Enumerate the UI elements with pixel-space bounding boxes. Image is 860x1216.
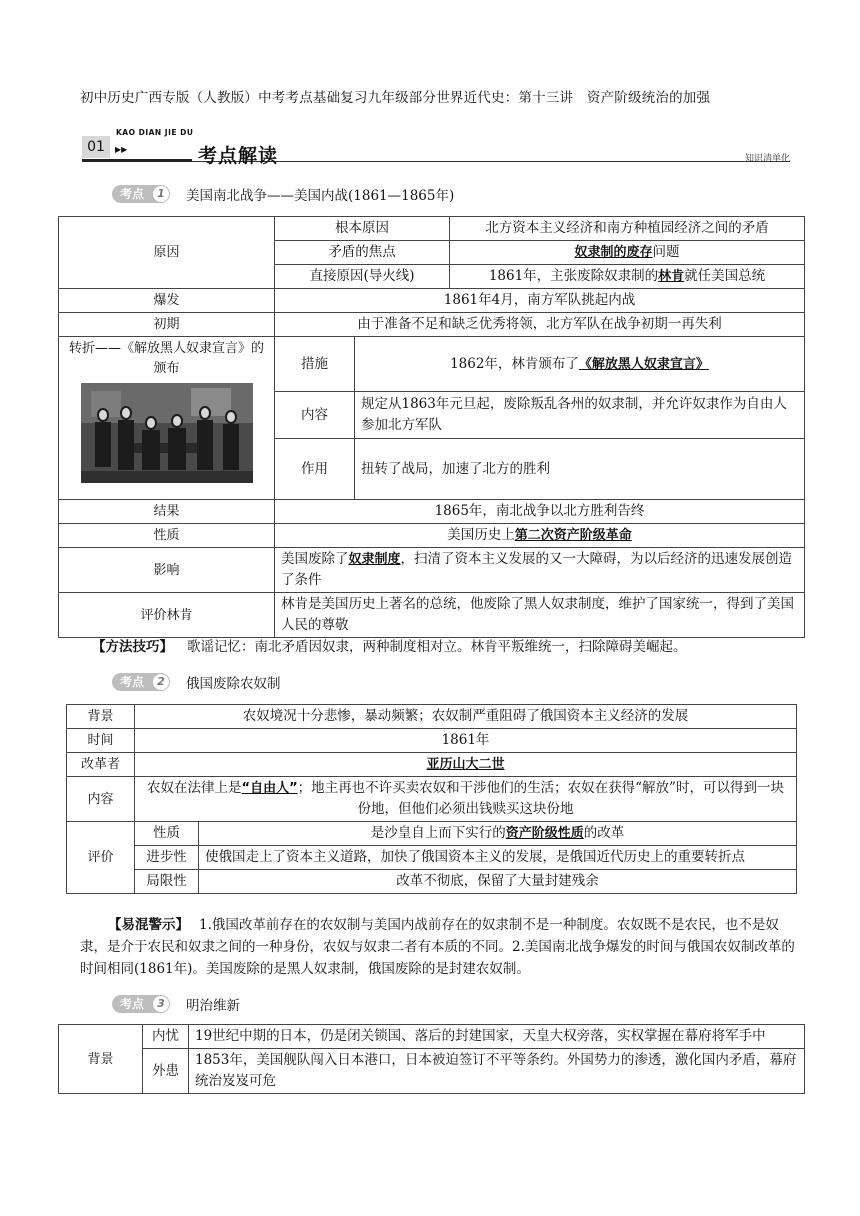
- impact-value-head: 美国废除了: [281, 551, 349, 567]
- kaodian-2-heading: [112, 672, 281, 692]
- row-label-early: 初期: [59, 313, 275, 337]
- nature-value-head: 美国历史上: [447, 527, 515, 543]
- cause-key: 根本原因: [275, 217, 450, 241]
- background-key: 内忧: [143, 1025, 189, 1049]
- section-title: 考点解读: [198, 145, 279, 167]
- turning-value: 规定从1863年元旦起，废除叛乱各州的奴隶制，并允许奴隶作为自由人参加北方军队: [355, 392, 805, 439]
- result-value: 1865年，南北战争以北方胜利告终: [275, 500, 805, 524]
- background-value: 农奴境况十分悲惨，暴动频繁；农奴制严重阻碍了俄国资本主义经济的发展: [135, 705, 797, 729]
- turning-value: [355, 337, 805, 392]
- cause-value: [450, 265, 805, 289]
- table-row: [59, 289, 805, 313]
- kaodian-badge: [112, 185, 170, 203]
- evaluation-key: 性质: [135, 822, 199, 846]
- impact-value: [275, 548, 805, 593]
- key-term: 林肯: [658, 269, 685, 284]
- kaodian-badge-number: 3: [153, 996, 169, 1012]
- kaodian-2-title: 俄国废除农奴制: [186, 676, 281, 692]
- kaodian-badge: [112, 995, 170, 1013]
- key-term: 《解放黑人奴隶宣言》: [578, 356, 709, 372]
- section-note: 知识清单化: [744, 154, 790, 164]
- method-tip-text: 歌谣记忆：南北矛盾因奴隶，两种制度相对立。林肯平叛维统一，扫除障碍美崛起。: [187, 639, 687, 655]
- turning-key: 内容: [275, 392, 355, 439]
- emancipation-painting-image: [81, 383, 253, 483]
- table-row: [59, 1049, 805, 1094]
- meiji-restoration-table: [58, 1024, 805, 1094]
- cause-value: [450, 241, 805, 265]
- cause-value: 北方资本主义经济和南方种植园经济之间的矛盾: [450, 217, 805, 241]
- key-term: 奴隶制度: [348, 552, 401, 567]
- serf-reform-table: [66, 704, 797, 894]
- cause-key: 直接原因(导火线): [275, 265, 450, 289]
- table-row: [59, 217, 805, 241]
- kaodian-badge-number: 2: [153, 674, 169, 690]
- row-label-result: 结果: [59, 500, 275, 524]
- cause-value-tail: 问题: [652, 244, 680, 260]
- content-value-head: 农奴在法律上是: [147, 780, 242, 796]
- double-arrow-icon: ▶▶: [115, 145, 128, 154]
- cause-key: 矛盾的焦点: [275, 241, 450, 265]
- outbreak-value: 1861年4月，南方军队挑起内战: [275, 289, 805, 313]
- key-term: 资产阶级性质: [505, 826, 584, 841]
- row-label-time: 时间: [67, 729, 135, 753]
- section-thin-rule: [192, 161, 790, 162]
- reformer-value: [135, 753, 797, 777]
- evaluation-value: 林肯是美国历史上著名的总统，他废除了黑人奴隶制度，维护了国家统一，得到了美国人民的尊敬: [275, 593, 805, 638]
- cause-value-tail: 就任美国总统: [684, 268, 766, 284]
- table-row: [67, 729, 797, 753]
- turning-key: 措施: [275, 337, 355, 392]
- evaluation-key: 进步性: [135, 846, 199, 870]
- section-thick-rule: [82, 159, 192, 162]
- table-row: [67, 822, 797, 846]
- kaodian-1-heading: [112, 184, 454, 204]
- warning-text: 1.俄国改革前存在的农奴制与美国内战前存在的奴隶制不是一种制度。农奴既不是农民，也不是奴隶，是介于农民和奴隶之间的一种身份，农奴与奴隶二者有本质的不同。2.美国南北战争爆发的时间与俄国农奴制改革的时间相同(1861年)。美国废除的是黑人奴隶制，俄国废除的是封建农奴制。: [80, 917, 795, 977]
- kaodian-3-title: 明治维新: [186, 998, 240, 1014]
- kaodian-3-heading: [112, 994, 240, 1014]
- table-row: [67, 753, 797, 777]
- method-tip-label: 【方法技巧】: [92, 639, 173, 655]
- table-row: [59, 548, 805, 593]
- table-row: [59, 500, 805, 524]
- row-label-impact: 影响: [59, 548, 275, 593]
- row-label-cause: 原因: [59, 217, 275, 289]
- document-title: 初中历史广西专版（人教版）中考考点基础复习九年级部分世界近代史：第十三讲 资产阶级统治的加强: [80, 90, 711, 106]
- evaluation-value: [199, 822, 797, 846]
- nature-value: [275, 524, 805, 548]
- kaodian-badge-label: 考点: [120, 675, 145, 689]
- row-label-reformer: 改革者: [67, 753, 135, 777]
- time-value: 1861年: [135, 729, 797, 753]
- table-row: [67, 870, 797, 894]
- turning-value-head: 1862年，林肯颁布了: [450, 355, 579, 372]
- kaodian-1-title: 美国南北战争——美国内战(1861—1865年): [186, 188, 455, 204]
- content-value: [135, 777, 797, 822]
- background-value: 19世纪中期的日本，仍是闭关锁国、落后的封建国家，天皇大权旁落，实权掌握在幕府将军手中: [189, 1025, 805, 1049]
- section-number: 01: [82, 136, 110, 158]
- section-subtitle: KAO DIAN JIE DU: [116, 128, 194, 137]
- turning-point-label: 转折——《解放黑人奴隶宣言》的颁布: [68, 341, 264, 376]
- row-label-turning-point: [59, 337, 275, 500]
- table-row: [67, 846, 797, 870]
- table-row: [67, 777, 797, 822]
- row-label-nature: 性质: [59, 524, 275, 548]
- evaluation-key: 局限性: [135, 870, 199, 894]
- background-key: 外患: [143, 1049, 189, 1094]
- civil-war-table: [58, 216, 805, 638]
- row-label-evaluation: 评价: [67, 822, 135, 894]
- table-row: [67, 705, 797, 729]
- table-row: [59, 337, 805, 392]
- background-value: 1853年，美国舰队闯入日本港口，日本被迫签订不平等条约。外国势力的渗透，激化国内矛盾，幕府统治岌岌可危: [189, 1049, 805, 1094]
- kaodian-badge: [112, 673, 170, 691]
- key-term: 亚历山大二世: [426, 757, 505, 772]
- row-label-content: 内容: [67, 777, 135, 822]
- row-label-background: 背景: [67, 705, 135, 729]
- section-header: [82, 128, 790, 174]
- evaluation-value-tail: 的改革: [583, 825, 625, 841]
- table-row: [59, 313, 805, 337]
- key-term: 第二次资产阶级革命: [514, 528, 632, 543]
- row-label-outbreak: 爆发: [59, 289, 275, 313]
- easy-mistake-warning: [80, 914, 802, 980]
- evaluation-value-head: 是沙皇自上而下实行的: [370, 825, 506, 841]
- table-row: [59, 524, 805, 548]
- warning-label: 【易混警示】: [108, 917, 189, 933]
- turning-value: 扭转了战局，加速了北方的胜利: [355, 439, 805, 500]
- turning-key: 作用: [275, 439, 355, 500]
- impact-value-tail: ，扫清了资本主义发展的又一大障碍，为以后经济的迅速发展创造了条件: [281, 551, 793, 588]
- key-term: 奴隶制的废存: [574, 245, 653, 260]
- row-label-evaluation: 评价林肯: [59, 593, 275, 638]
- cause-value-head: 1861年，主张废除奴隶制的: [488, 268, 659, 284]
- early-value: 由于准备不足和缺乏优秀将领，北方军队在战争初期一再失利: [275, 313, 805, 337]
- kaodian-badge-number: 1: [153, 186, 169, 202]
- evaluation-value: 改革不彻底，保留了大量封建残余: [199, 870, 797, 894]
- emancipation-painting-svg: [81, 383, 253, 483]
- evaluation-value: 使俄国走上了资本主义道路，加快了俄国资本主义的发展，是俄国近代历史上的重要转折点: [199, 846, 797, 870]
- content-value-tail: ；地主再也不许买卖农奴和干涉他们的生活；农奴在获得“解放”时，可以得到一块份地，但他们必须出钱赎买这块份地: [297, 780, 784, 817]
- table-row: [59, 593, 805, 638]
- kaodian-badge-label: 考点: [120, 997, 145, 1011]
- kaodian-badge-label: 考点: [120, 187, 145, 201]
- key-term: “自由人”: [241, 781, 298, 796]
- row-label-background: 背景: [59, 1025, 143, 1094]
- table-row: [59, 1025, 805, 1049]
- method-tip: [92, 636, 812, 658]
